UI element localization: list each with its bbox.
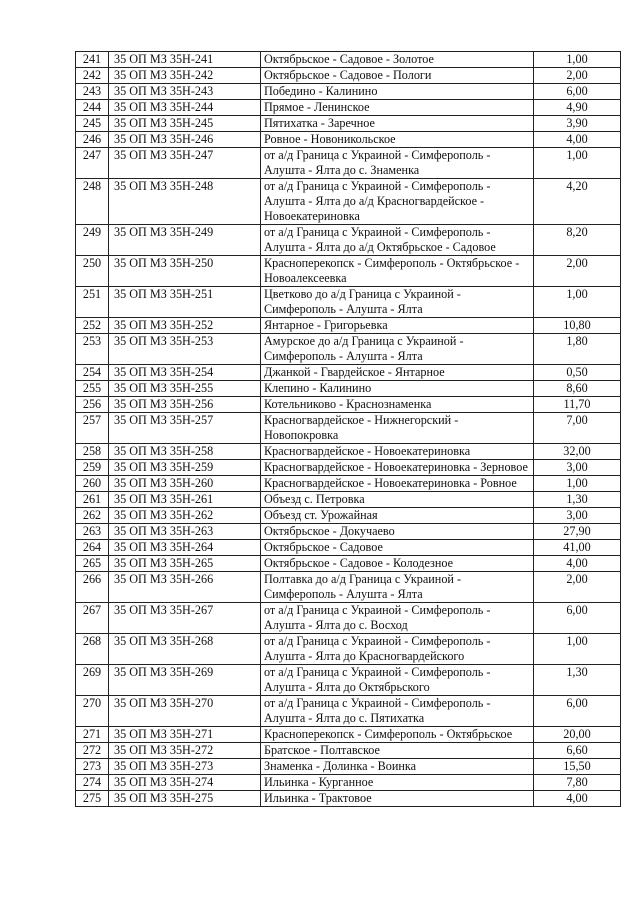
row-number-cell: 247 bbox=[76, 148, 109, 179]
road-name-cell: от а/д Граница с Украиной - Симферополь - Алушта - Ялта до с. Пятихатка bbox=[261, 696, 534, 727]
road-name-cell: Полтавка до а/д Граница с Украиной - Симферополь - Алушта - Ялта bbox=[261, 572, 534, 603]
road-length-cell: 8,20 bbox=[534, 225, 621, 256]
row-number-cell: 253 bbox=[76, 334, 109, 365]
table-row bbox=[76, 696, 621, 727]
table-row bbox=[76, 444, 621, 460]
road-name-cell: Октябрьское - Садовое - Колодезное bbox=[261, 556, 534, 572]
table-row bbox=[76, 775, 621, 791]
document-page bbox=[75, 51, 612, 807]
road-name-cell: Котельниково - Краснознаменка bbox=[261, 397, 534, 413]
table-row bbox=[76, 100, 621, 116]
road-name-cell: Прямое - Ленинское bbox=[261, 100, 534, 116]
row-number-cell: 264 bbox=[76, 540, 109, 556]
road-length-cell: 4,00 bbox=[534, 556, 621, 572]
roads-table-body bbox=[76, 52, 621, 807]
road-length-cell: 0,50 bbox=[534, 365, 621, 381]
road-code-cell: 35 ОП МЗ 35Н-260 bbox=[109, 476, 261, 492]
roads-table bbox=[75, 51, 621, 807]
road-name-cell: от а/д Граница с Украиной - Симферополь - Алушта - Ялта до с. Восход bbox=[261, 603, 534, 634]
table-row bbox=[76, 225, 621, 256]
road-length-cell: 4,90 bbox=[534, 100, 621, 116]
road-length-cell: 20,00 bbox=[534, 727, 621, 743]
table-row bbox=[76, 634, 621, 665]
road-length-cell: 3,00 bbox=[534, 508, 621, 524]
row-number-cell: 275 bbox=[76, 791, 109, 807]
road-code-cell: 35 ОП МЗ 35Н-273 bbox=[109, 759, 261, 775]
road-name-cell: Объезд ст. Урожайная bbox=[261, 508, 534, 524]
table-row bbox=[76, 476, 621, 492]
road-length-cell: 1,00 bbox=[534, 52, 621, 68]
road-name-cell: Октябрьское - Докучаево bbox=[261, 524, 534, 540]
table-row bbox=[76, 84, 621, 100]
road-length-cell: 8,60 bbox=[534, 381, 621, 397]
road-code-cell: 35 ОП МЗ 35Н-275 bbox=[109, 791, 261, 807]
row-number-cell: 258 bbox=[76, 444, 109, 460]
road-name-cell: Красногвардейское - Новоекатериновка - Ровное bbox=[261, 476, 534, 492]
road-length-cell: 1,80 bbox=[534, 334, 621, 365]
road-code-cell: 35 ОП МЗ 35Н-270 bbox=[109, 696, 261, 727]
row-number-cell: 241 bbox=[76, 52, 109, 68]
road-name-cell: Октябрьское - Садовое bbox=[261, 540, 534, 556]
road-code-cell: 35 ОП МЗ 35Н-255 bbox=[109, 381, 261, 397]
row-number-cell: 249 bbox=[76, 225, 109, 256]
table-row bbox=[76, 524, 621, 540]
row-number-cell: 254 bbox=[76, 365, 109, 381]
table-row bbox=[76, 52, 621, 68]
row-number-cell: 265 bbox=[76, 556, 109, 572]
road-name-cell: от а/д Граница с Украиной - Симферополь - Алушта - Ялта до Красногвардейского bbox=[261, 634, 534, 665]
row-number-cell: 259 bbox=[76, 460, 109, 476]
table-row bbox=[76, 603, 621, 634]
row-number-cell: 243 bbox=[76, 84, 109, 100]
table-row bbox=[76, 365, 621, 381]
road-length-cell: 1,00 bbox=[534, 634, 621, 665]
road-code-cell: 35 ОП МЗ 35Н-246 bbox=[109, 132, 261, 148]
road-name-cell: Джанкой - Гвардейское - Янтарное bbox=[261, 365, 534, 381]
road-length-cell: 2,00 bbox=[534, 256, 621, 287]
road-length-cell: 27,90 bbox=[534, 524, 621, 540]
table-row bbox=[76, 665, 621, 696]
road-name-cell: Янтарное - Григорьевка bbox=[261, 318, 534, 334]
row-number-cell: 260 bbox=[76, 476, 109, 492]
row-number-cell: 262 bbox=[76, 508, 109, 524]
road-length-cell: 4,00 bbox=[534, 791, 621, 807]
road-length-cell: 11,70 bbox=[534, 397, 621, 413]
road-name-cell: Знаменка - Долинка - Воинка bbox=[261, 759, 534, 775]
table-row bbox=[76, 68, 621, 84]
road-name-cell: от а/д Граница с Украиной - Симферополь - Алушта - Ялта до с. Знаменка bbox=[261, 148, 534, 179]
road-length-cell: 1,30 bbox=[534, 492, 621, 508]
road-code-cell: 35 ОП МЗ 35Н-244 bbox=[109, 100, 261, 116]
road-code-cell: 35 ОП МЗ 35Н-264 bbox=[109, 540, 261, 556]
road-code-cell: 35 ОП МЗ 35Н-267 bbox=[109, 603, 261, 634]
road-name-cell: Ровное - Новоникольское bbox=[261, 132, 534, 148]
road-code-cell: 35 ОП МЗ 35Н-251 bbox=[109, 287, 261, 318]
row-number-cell: 274 bbox=[76, 775, 109, 791]
road-code-cell: 35 ОП МЗ 35Н-241 bbox=[109, 52, 261, 68]
table-row bbox=[76, 460, 621, 476]
road-code-cell: 35 ОП МЗ 35Н-254 bbox=[109, 365, 261, 381]
table-row bbox=[76, 132, 621, 148]
road-length-cell: 6,00 bbox=[534, 603, 621, 634]
table-row bbox=[76, 759, 621, 775]
road-name-cell: Объезд с. Петровка bbox=[261, 492, 534, 508]
table-row bbox=[76, 116, 621, 132]
road-length-cell: 7,00 bbox=[534, 413, 621, 444]
road-length-cell: 1,30 bbox=[534, 665, 621, 696]
road-code-cell: 35 ОП МЗ 35Н-247 bbox=[109, 148, 261, 179]
road-code-cell: 35 ОП МЗ 35Н-249 bbox=[109, 225, 261, 256]
row-number-cell: 261 bbox=[76, 492, 109, 508]
road-name-cell: Победино - Калинино bbox=[261, 84, 534, 100]
row-number-cell: 255 bbox=[76, 381, 109, 397]
road-name-cell: Красноперекопск - Симферополь - Октябрьское bbox=[261, 727, 534, 743]
road-name-cell: Красногвардейское - Нижнегорский - Новопокровка bbox=[261, 413, 534, 444]
table-row bbox=[76, 334, 621, 365]
road-length-cell: 4,00 bbox=[534, 132, 621, 148]
road-length-cell: 7,80 bbox=[534, 775, 621, 791]
road-name-cell: Красногвардейское - Новоекатериновка bbox=[261, 444, 534, 460]
road-name-cell: Октябрьское - Садовое - Пологи bbox=[261, 68, 534, 84]
road-name-cell: Октябрьское - Садовое - Золотое bbox=[261, 52, 534, 68]
road-code-cell: 35 ОП МЗ 35Н-268 bbox=[109, 634, 261, 665]
table-row bbox=[76, 256, 621, 287]
road-code-cell: 35 ОП МЗ 35Н-258 bbox=[109, 444, 261, 460]
road-code-cell: 35 ОП МЗ 35Н-272 bbox=[109, 743, 261, 759]
row-number-cell: 242 bbox=[76, 68, 109, 84]
table-row bbox=[76, 318, 621, 334]
table-row bbox=[76, 727, 621, 743]
road-code-cell: 35 ОП МЗ 35Н-256 bbox=[109, 397, 261, 413]
road-code-cell: 35 ОП МЗ 35Н-245 bbox=[109, 116, 261, 132]
road-name-cell: от а/д Граница с Украиной - Симферополь - Алушта - Ялта до Октябрьского bbox=[261, 665, 534, 696]
road-length-cell: 6,60 bbox=[534, 743, 621, 759]
road-code-cell: 35 ОП МЗ 35Н-274 bbox=[109, 775, 261, 791]
road-code-cell: 35 ОП МЗ 35Н-257 bbox=[109, 413, 261, 444]
road-length-cell: 32,00 bbox=[534, 444, 621, 460]
road-name-cell: Братское - Полтавское bbox=[261, 743, 534, 759]
row-number-cell: 263 bbox=[76, 524, 109, 540]
road-name-cell: Красноперекопск - Симферополь - Октябрьское - Новоалексеевка bbox=[261, 256, 534, 287]
road-name-cell: Цветково до а/д Граница с Украиной - Симферополь - Алушта - Ялта bbox=[261, 287, 534, 318]
road-code-cell: 35 ОП МЗ 35Н-263 bbox=[109, 524, 261, 540]
road-length-cell: 1,00 bbox=[534, 287, 621, 318]
road-name-cell: от а/д Граница с Украиной - Симферополь - Алушта - Ялта до а/д Красногвардейское - Новоекатериновка bbox=[261, 179, 534, 225]
road-code-cell: 35 ОП МЗ 35Н-243 bbox=[109, 84, 261, 100]
table-row bbox=[76, 397, 621, 413]
road-length-cell: 6,00 bbox=[534, 696, 621, 727]
road-code-cell: 35 ОП МЗ 35Н-248 bbox=[109, 179, 261, 225]
table-row bbox=[76, 413, 621, 444]
row-number-cell: 267 bbox=[76, 603, 109, 634]
road-length-cell: 4,20 bbox=[534, 179, 621, 225]
road-length-cell: 41,00 bbox=[534, 540, 621, 556]
road-code-cell: 35 ОП МЗ 35Н-252 bbox=[109, 318, 261, 334]
road-code-cell: 35 ОП МЗ 35Н-271 bbox=[109, 727, 261, 743]
road-length-cell: 2,00 bbox=[534, 68, 621, 84]
row-number-cell: 273 bbox=[76, 759, 109, 775]
row-number-cell: 257 bbox=[76, 413, 109, 444]
row-number-cell: 272 bbox=[76, 743, 109, 759]
table-row bbox=[76, 508, 621, 524]
row-number-cell: 245 bbox=[76, 116, 109, 132]
road-code-cell: 35 ОП МЗ 35Н-262 bbox=[109, 508, 261, 524]
table-row bbox=[76, 492, 621, 508]
row-number-cell: 270 bbox=[76, 696, 109, 727]
road-code-cell: 35 ОП МЗ 35Н-265 bbox=[109, 556, 261, 572]
table-row bbox=[76, 743, 621, 759]
table-row bbox=[76, 179, 621, 225]
row-number-cell: 250 bbox=[76, 256, 109, 287]
row-number-cell: 271 bbox=[76, 727, 109, 743]
road-code-cell: 35 ОП МЗ 35Н-250 bbox=[109, 256, 261, 287]
row-number-cell: 266 bbox=[76, 572, 109, 603]
row-number-cell: 268 bbox=[76, 634, 109, 665]
road-code-cell: 35 ОП МЗ 35Н-261 bbox=[109, 492, 261, 508]
road-length-cell: 3,90 bbox=[534, 116, 621, 132]
road-length-cell: 2,00 bbox=[534, 572, 621, 603]
road-name-cell: Ильинка - Трактовое bbox=[261, 791, 534, 807]
table-row bbox=[76, 572, 621, 603]
road-length-cell: 10,80 bbox=[534, 318, 621, 334]
road-length-cell: 1,00 bbox=[534, 148, 621, 179]
row-number-cell: 269 bbox=[76, 665, 109, 696]
row-number-cell: 246 bbox=[76, 132, 109, 148]
road-code-cell: 35 ОП МЗ 35Н-269 bbox=[109, 665, 261, 696]
road-code-cell: 35 ОП МЗ 35Н-253 bbox=[109, 334, 261, 365]
row-number-cell: 252 bbox=[76, 318, 109, 334]
road-name-cell: Красногвардейское - Новоекатериновка - Зерновое bbox=[261, 460, 534, 476]
table-row bbox=[76, 791, 621, 807]
row-number-cell: 251 bbox=[76, 287, 109, 318]
table-row bbox=[76, 556, 621, 572]
row-number-cell: 244 bbox=[76, 100, 109, 116]
road-code-cell: 35 ОП МЗ 35Н-266 bbox=[109, 572, 261, 603]
road-code-cell: 35 ОП МЗ 35Н-242 bbox=[109, 68, 261, 84]
road-length-cell: 3,00 bbox=[534, 460, 621, 476]
road-name-cell: Амурское до а/д Граница с Украиной - Симферополь - Алушта - Ялта bbox=[261, 334, 534, 365]
table-row bbox=[76, 381, 621, 397]
road-code-cell: 35 ОП МЗ 35Н-259 bbox=[109, 460, 261, 476]
road-length-cell: 6,00 bbox=[534, 84, 621, 100]
road-name-cell: Клепино - Калинино bbox=[261, 381, 534, 397]
road-length-cell: 15,50 bbox=[534, 759, 621, 775]
table-row bbox=[76, 287, 621, 318]
road-length-cell: 1,00 bbox=[534, 476, 621, 492]
road-name-cell: от а/д Граница с Украиной - Симферополь - Алушта - Ялта до а/д Октябрьское - Садовое bbox=[261, 225, 534, 256]
row-number-cell: 248 bbox=[76, 179, 109, 225]
table-row bbox=[76, 540, 621, 556]
row-number-cell: 256 bbox=[76, 397, 109, 413]
road-name-cell: Пятихатка - Заречное bbox=[261, 116, 534, 132]
road-name-cell: Ильинка - Курганное bbox=[261, 775, 534, 791]
table-row bbox=[76, 148, 621, 179]
